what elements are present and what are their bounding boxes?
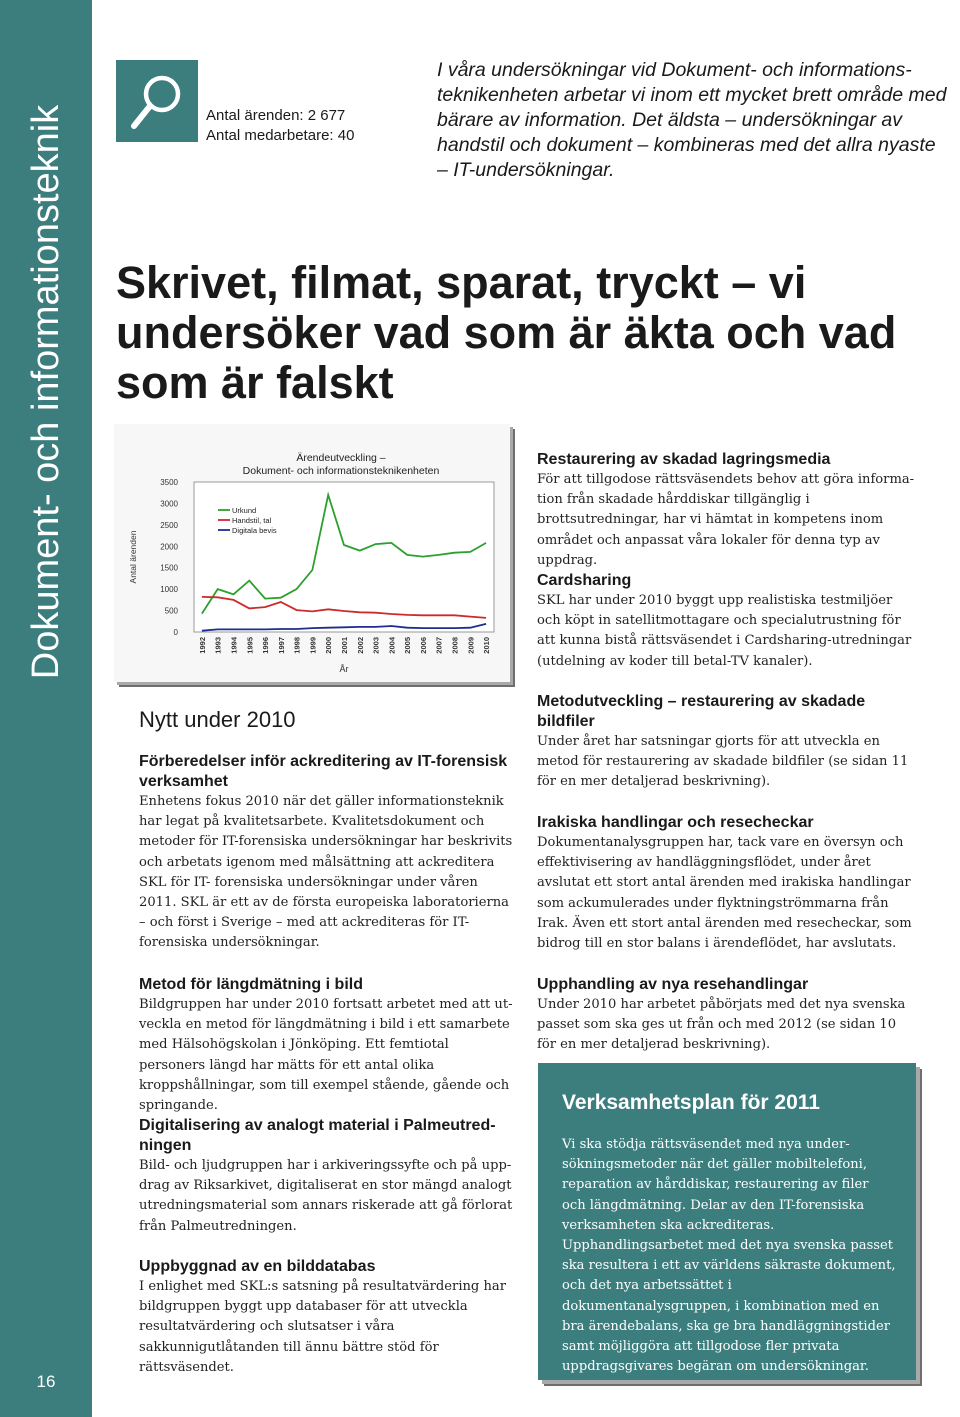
x-tick-label: 1995 bbox=[245, 637, 255, 654]
section-body: Enhetens fokus 2010 när det gäller informationsteknik har legat på kvalitetsarbete. Kvalitetsdokument och metoder för IT-forensiska undersökningar har beskrivits och arbetats igenom med målsättning att ackreditera SKL för IT- forensiska undersökningar under våren 2011. SKL är ett av de första europeiska laboratorierna – och först i Sverige – med att ackrediteras för IT-forensiska undersökningar. bbox=[139, 794, 513, 951]
x-tick-label: 2010 bbox=[482, 637, 492, 654]
x-tick-label: 1998 bbox=[292, 637, 302, 654]
y-tick-label: 1000 bbox=[160, 585, 178, 595]
x-tick-label: 2009 bbox=[466, 637, 476, 654]
left-section-digitization bbox=[139, 1116, 519, 1237]
section-body: Bildgruppen har under 2010 fortsatt arbetet med att utveckla en metod för längdmätning i bild i ett samarbete med Hälsohögskolan i Jönköping. Ett femtiotal personers längd har mätts för ett antal olika kroppshållningar, som till exempel stående, gående och springande. bbox=[139, 997, 513, 1114]
section-heading: Irakiska handlingar och resecheckar bbox=[537, 814, 814, 831]
y-tick-label: 3500 bbox=[160, 478, 178, 487]
page-title: Skrivet, filmat, sparat, tryckt – vi undersöker vad som är äkta och vad som är falskt bbox=[116, 257, 897, 408]
y-tick-label: 3000 bbox=[160, 499, 178, 509]
section-heading: Uppbyggnad av en bilddatabas bbox=[139, 1258, 376, 1275]
section-body: Dokumentanalysgruppen har, tack vare en översyn och effektivisering av handläggningsflödet, under året avslutat ett stort antal ärenden med irakiska handlingar som ackumulerades under flyktningströmmarna från Irak. Även ett stort antal ärenden med resecheckar, som bidrog till en stor balans i ärendeflödet, har avslutats. bbox=[537, 835, 912, 952]
right-section-cardsharing bbox=[537, 571, 917, 672]
y-tick-label: 2000 bbox=[160, 542, 178, 552]
x-tick-label: 2004 bbox=[387, 637, 397, 654]
x-tick-label: 2002 bbox=[355, 637, 365, 654]
legend-label: Handstil, tal bbox=[232, 516, 272, 525]
left-heading: Nytt under 2010 bbox=[139, 707, 296, 732]
left-section-image-database bbox=[139, 1257, 519, 1378]
x-tick-label: 1993 bbox=[213, 637, 223, 654]
right-section-image-restoration bbox=[537, 692, 917, 793]
x-tick-label: 1996 bbox=[261, 637, 271, 654]
x-tick-label: 2008 bbox=[450, 637, 460, 654]
x-tick-label: 1992 bbox=[197, 637, 207, 654]
x-tick-label: 2006 bbox=[418, 637, 428, 654]
y-axis-label: Antal ärenden bbox=[128, 530, 138, 584]
y-tick-label: 500 bbox=[164, 606, 178, 616]
plan-title: Verksamhetsplan för 2011 bbox=[562, 1091, 820, 1114]
section-heading: Förberedelser inför ackreditering av IT-forensisk verksamhet bbox=[139, 753, 508, 790]
section-heading: Digitalisering av analogt material i Palmeutredningen bbox=[139, 1117, 496, 1154]
plan-box bbox=[538, 1063, 916, 1380]
sidebar bbox=[0, 0, 92, 1417]
section-body: Under 2010 har arbetet påbörjats med det nya svenska passet som ska ges ut från och med 2012 (se sidan 10 för en mer detaljerad beskrivning). bbox=[537, 997, 906, 1053]
section-title: Dokument- och informationsteknik bbox=[25, 104, 67, 680]
section-body: I enlighet med SKL:s satsning på resultatvärdering har bildgruppen byggt upp databaser för att utveckla resultatvärdering och slutsatser i våra sakkunnigutlåtanden till ännu bättre stöd för rättsväsendet. bbox=[139, 1279, 506, 1375]
plot-area bbox=[194, 482, 494, 632]
y-tick-label: 2500 bbox=[160, 520, 178, 530]
legend-label: Urkund bbox=[232, 506, 257, 515]
x-tick-label: 2007 bbox=[434, 637, 444, 654]
x-axis-label: År bbox=[339, 664, 349, 674]
x-tick-label: 1997 bbox=[276, 637, 286, 654]
x-tick-label: 2005 bbox=[403, 637, 413, 654]
intro-text: I våra undersökningar vid Dokument- och informationsteknikenheten arbetar vi inom ett mycket brett område med bärare av information. Det äldsta – undersökningar av handstil och dokument – kombineras med det allra nyaste – IT-undersökningar. bbox=[437, 59, 947, 181]
x-tick-label: 2001 bbox=[340, 637, 349, 654]
stat-staff: Antal medarbetare: 40 bbox=[206, 127, 355, 144]
left-section-length-measurement bbox=[139, 975, 519, 1116]
chart-title-line-2: Dokument- och informationsteknikenheten bbox=[242, 465, 440, 477]
unit-stats bbox=[206, 106, 354, 146]
case-development-chart bbox=[114, 424, 510, 682]
section-heading: Metodutveckling – restaurering av skadade bildfiler bbox=[537, 693, 866, 730]
section-body: Bild- och ljudgruppen har i arkiveringssyfte och på uppdrag av Riksarkivet, digitaliserat en stor mängd analogt utredningsmaterial som annars riskerade att gå förlorat från Palmeutredningen. bbox=[139, 1158, 513, 1234]
section-body: SKL har under 2010 byggt upp realistiska testmiljöer och köpt in satellitmottagare och specialutrustning för att kunna bistå rättsväsendet i Cardsharing-utredningar (utdelning av koder till betal-TV kanaler). bbox=[537, 593, 912, 669]
legend-label: Digitala bevis bbox=[232, 526, 277, 535]
page-number: 16 bbox=[36, 1372, 56, 1391]
right-section-travel-documents bbox=[537, 975, 917, 1056]
magnifier-logo-icon bbox=[116, 60, 198, 142]
x-tick-label: 2003 bbox=[371, 637, 381, 654]
section-heading: Upphandling av nya resehandlingar bbox=[537, 976, 809, 993]
section-body: Under året har satsningar gjorts för att utveckla en metod för restaurering av skadade bildfiler (se sidan 11 för en mer detaljerad beskrivning). bbox=[537, 734, 909, 790]
right-section-storage-media bbox=[537, 450, 917, 571]
section-heading: Restaurering av skadad lagringsmedia bbox=[537, 451, 831, 468]
y-tick-label: 1500 bbox=[160, 563, 178, 573]
left-section-accreditation bbox=[139, 752, 519, 954]
chart-title-line-1: Ärendeutveckling – bbox=[296, 452, 386, 464]
section-body: För att tillgodose rättsväsendets behov att göra information från skadade hårddiskar tillgänglig i brottsutredningar, har vi hämtat in kompetens inom området och anpassat våra lokaler för denna typ av uppdrag. bbox=[537, 472, 915, 568]
plan-body: Vi ska stödja rättsväsendet med nya undersökningsmetoder när det gäller mobiltelefoni, reparation av hårddiskar, restaurering av filer och längdmätning. Delar av den IT-forensiska verksamheten ska ackrediteras. Upphandlingsarbetet med det nya svenska passet ska resultera i ett av världens säkraste dokument, och det nya arbetssättet i dokumentanalysgruppen, i kombination med en bra ärendebalans, ska ge bra handläggningstider samt möjliggöra att tillgodose fler privata uppdragsgivares begäran om undersökningar. bbox=[562, 1137, 896, 1375]
section-heading: Cardsharing bbox=[537, 572, 632, 589]
x-tick-label: 1999 bbox=[308, 637, 318, 654]
section-heading: Metod för längdmätning i bild bbox=[139, 976, 363, 993]
x-tick-label: 2000 bbox=[324, 637, 334, 654]
y-tick-label: 0 bbox=[173, 628, 178, 637]
stat-cases: Antal ärenden: 2 677 bbox=[206, 107, 346, 124]
right-section-iraqi-documents bbox=[537, 813, 917, 954]
chart-container bbox=[114, 424, 510, 682]
x-tick-label: 1994 bbox=[229, 637, 239, 654]
